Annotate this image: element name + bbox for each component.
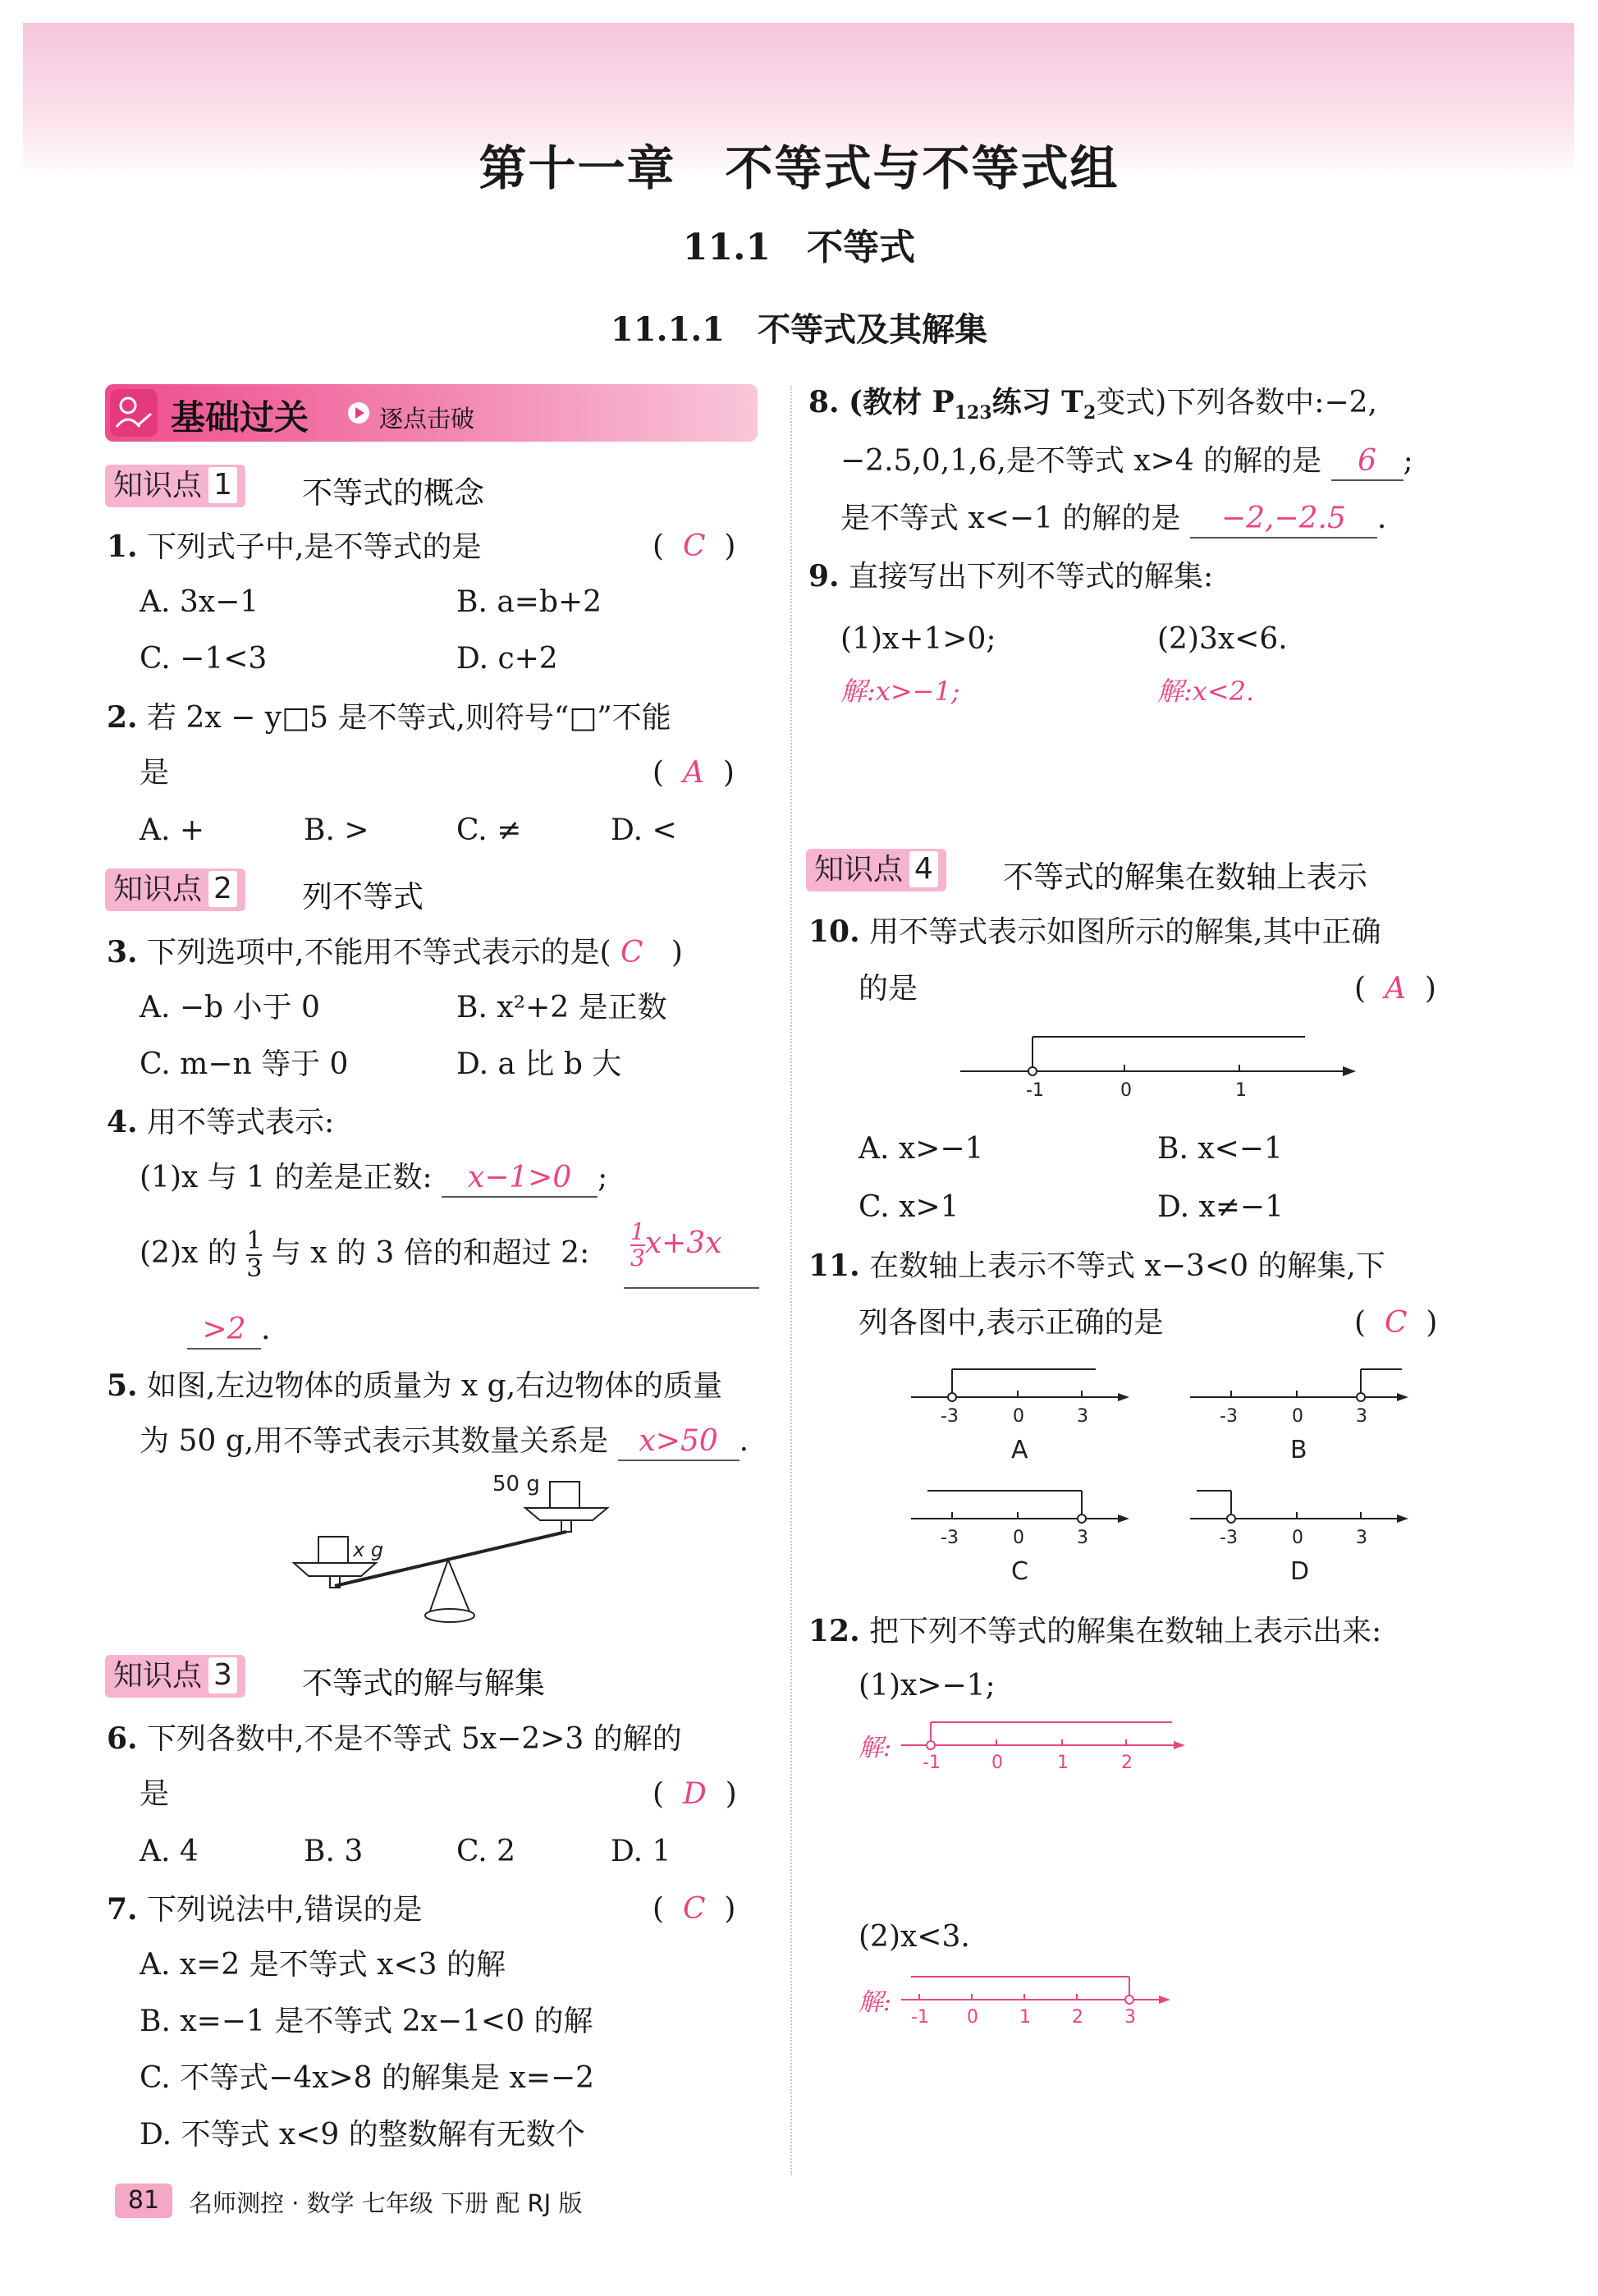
kp-title: 不等式的概念: [302, 475, 484, 511]
q4-part2-text-a: (2)x 的: [140, 1236, 237, 1270]
option: C. 不等式−4x>8 的解集是 x=−2: [140, 2061, 595, 2095]
q6-answer-letter: D: [682, 1777, 707, 1811]
kp-number: 2: [208, 871, 237, 907]
q4-part2-answer-line2: >2 .: [187, 1312, 270, 1350]
footer-text: 名师测控 · 数学 七年级 下册 配 RJ 版: [189, 2189, 583, 2217]
tick-label: 1: [1235, 1080, 1247, 1101]
kp-label: 知识点: [814, 853, 904, 887]
option: D. c+2: [456, 642, 558, 676]
q1-answer: ( C ): [652, 529, 736, 563]
option: D. a 比 b 大: [456, 1047, 622, 1081]
tick-label: 3: [1077, 1406, 1088, 1427]
q1-stem: [107, 529, 482, 566]
answer-fraction-numerator: 1: [630, 1218, 645, 1245]
figure-label: D: [1290, 1557, 1310, 1586]
q8-source: (教材 $P_{123}$练习 $T_2$: [849, 385, 1097, 424]
tick-label: -3: [941, 1528, 959, 1548]
q2-number: 2.: [107, 700, 138, 735]
q1-answer-letter: C: [682, 529, 706, 563]
subsection-title: 11.1.1 不等式及其解集: [610, 310, 988, 349]
q1-number: 1.: [107, 529, 138, 564]
balance-figure: [287, 1469, 616, 1634]
q9-text: 直接写出下列不等式的解集:: [849, 560, 1214, 593]
kp-title: 不等式的解集在数轴上表示: [1003, 859, 1367, 895]
option: D. 不等式 x<9 的整数解有无数个: [140, 2118, 585, 2152]
q8-text: 变式)下列各数中:−2,: [1096, 386, 1377, 419]
q4-stem: [107, 1104, 334, 1141]
q12-text: 把下列不等式的解集在数轴上表示出来:: [869, 1615, 1382, 1648]
page-number: 81: [115, 2184, 172, 2218]
tick-label: -3: [941, 1406, 959, 1427]
fulcrum: [428, 1560, 471, 1615]
right-mass-label: 50 g: [492, 1472, 540, 1496]
tick-label: 0: [967, 2007, 978, 2028]
q4-part2: [140, 1228, 589, 1282]
q2-answer-letter: A: [682, 756, 704, 790]
q9-answer-1: 解:x>−1;: [840, 676, 960, 707]
kp-label: 知识点: [113, 873, 203, 906]
banner-title: 基础过关: [171, 397, 309, 438]
q2-text: 若 2x − y□5 是不等式,则符号“□”不能: [147, 701, 671, 735]
option: A. −b 小于 0: [140, 991, 320, 1024]
q12-solution-label-2: 解:: [859, 1988, 892, 2017]
banner-subtitle: 逐点击破: [379, 405, 475, 433]
tick-label: 0: [1013, 1406, 1024, 1427]
q7-answer: ( C ): [652, 1892, 736, 1926]
option: B. x=−1 是不等式 2x−1<0 的解: [140, 2005, 593, 2038]
play-icon: [348, 402, 369, 424]
q12-solution-label-1: 解:: [859, 1734, 892, 1762]
q5-stem-cont: 为 50 g,用不等式表示其数量关系是 x>50 .: [140, 1423, 749, 1461]
q10-text: 用不等式表示如图所示的解集,其中正确: [869, 915, 1381, 949]
q1-text: 下列式子中,是不等式的是: [147, 530, 482, 564]
q12-number-line-2: [901, 1972, 1197, 2037]
option: D. 1: [611, 1835, 671, 1868]
q5-number: 5.: [107, 1368, 138, 1403]
q11-figure-a: [911, 1363, 1141, 1469]
tick-label: 0: [1120, 1080, 1132, 1101]
option: A. 4: [140, 1835, 199, 1868]
tick-label: 0: [1013, 1528, 1024, 1548]
q6-stem: [107, 1721, 682, 1758]
option: A. +: [140, 813, 205, 847]
figure-label: B: [1290, 1436, 1307, 1464]
q11-answer: ( C ): [1354, 1306, 1438, 1340]
q4-part2-answer2: >2: [187, 1312, 261, 1350]
q4-part2-text-b: 与 x 的 3 倍的和超过 2:: [271, 1236, 590, 1270]
tick-label: -1: [1026, 1080, 1044, 1101]
option: B. x²+2 是正数: [456, 991, 667, 1024]
q8-line2: −2.5,0,1,6,是不等式 x>4 的解的是 6 ;: [840, 443, 1413, 481]
option: A. x>−1: [859, 1132, 984, 1166]
kp-title: 不等式的解与解集: [302, 1666, 545, 1701]
option: A. x=2 是不等式 x<3 的解: [140, 1948, 506, 1982]
axis-arrow: [1343, 1066, 1356, 1076]
q11-text: 在数轴上表示不等式 x−3<0 的解集,下: [869, 1249, 1385, 1283]
option: B. x<−1: [1157, 1132, 1283, 1166]
q4-text: 用不等式表示:: [147, 1106, 335, 1139]
column-divider: [790, 386, 792, 2175]
q8-text-2: −2.5,0,1,6,是不等式 x>4 的解的是: [840, 444, 1322, 478]
q8-number: 8.: [808, 385, 840, 419]
q5-answer: x>50: [618, 1423, 739, 1461]
answer-fraction: [630, 1220, 645, 1271]
q7-stem: [107, 1891, 423, 1928]
fraction-denominator: 3: [246, 1254, 263, 1283]
kp-label: 知识点: [113, 1659, 203, 1693]
q11-figure-c: [911, 1484, 1141, 1591]
q7-text: 下列说法中,错误的是: [147, 1893, 423, 1927]
q6-number: 6.: [107, 1721, 138, 1756]
q5-text-2: 为 50 g,用不等式表示其数量关系是: [140, 1424, 609, 1458]
figure-label: A: [1011, 1436, 1028, 1464]
people-icon: [110, 389, 158, 437]
q10-answer: ( A ): [1354, 972, 1436, 1006]
left-weight: [318, 1537, 348, 1563]
q12-number: 12.: [808, 1614, 860, 1648]
open-circle: [1028, 1067, 1037, 1075]
tick-label: -1: [911, 2007, 929, 2028]
right-weight: [550, 1482, 579, 1508]
figure-label: C: [1011, 1557, 1028, 1586]
fraction: [246, 1228, 262, 1282]
q3-number: 3.: [107, 935, 138, 969]
q10-stem-cont: 的是: [859, 972, 918, 1006]
q6-stem-cont: 是: [140, 1777, 170, 1811]
q12-number-line-1: [901, 1717, 1197, 1783]
tick-label: 3: [1356, 1406, 1367, 1427]
option: C. 2: [456, 1835, 516, 1868]
tick-label: 3: [1124, 2007, 1136, 2028]
tick-label: -1: [923, 1753, 941, 1773]
chapter-title: 第十一章 不等式与不等式组: [478, 140, 1120, 196]
q4-part1: (1)x 与 1 的差是正数: x−1>0 ;: [140, 1160, 607, 1198]
option: C. x>1: [859, 1190, 959, 1224]
q3-answer-letter: C: [620, 936, 643, 969]
tick-label: -3: [1220, 1528, 1238, 1548]
q11-figure-b: [1190, 1363, 1420, 1469]
q3-text: 下列选项中,不能用不等式表示的是(: [147, 936, 611, 969]
q5-stem: [107, 1368, 722, 1405]
q10-stem: [808, 914, 1381, 951]
left-pan: [294, 1563, 376, 1576]
q11-stem: [808, 1248, 1385, 1285]
tick-label: 3: [1356, 1528, 1367, 1548]
basic-banner: [105, 384, 758, 442]
kp-title: 列不等式: [302, 879, 424, 914]
q8-stem: [808, 384, 1377, 431]
q6-answer: ( D ): [652, 1777, 737, 1811]
q8-answer-2: −2,−2.5: [1190, 501, 1377, 538]
q9-stem: [808, 558, 1213, 595]
q11-answer-letter: C: [1384, 1306, 1408, 1340]
tick-label: 2: [1072, 2007, 1083, 2028]
section-title: 11.1 不等式: [682, 227, 916, 268]
tick-label: 2: [1121, 1753, 1133, 1773]
option: C. −1<3: [140, 642, 268, 676]
kp-label: 知识点: [113, 469, 203, 502]
q9-answer-2: 解:x<2.: [1157, 676, 1255, 707]
tick-label: -3: [1220, 1406, 1238, 1427]
answer-fraction-denominator: 3: [630, 1244, 645, 1272]
q12-part2: (2)x<3.: [859, 1920, 970, 1954]
left-mass-label: x g: [353, 1538, 384, 1561]
q10-answer-letter: A: [1384, 972, 1406, 1006]
q7-answer-letter: C: [682, 1892, 706, 1926]
q12-part1: (1)x>−1;: [859, 1669, 996, 1703]
q10-number: 10.: [808, 914, 860, 949]
q2-stem-cont: 是: [140, 756, 170, 790]
q12-stem: [808, 1613, 1381, 1650]
right-pan: [525, 1508, 607, 1520]
q11-number: 11.: [808, 1249, 860, 1283]
kp-number: 3: [208, 1657, 237, 1693]
kp-number: 1: [208, 467, 237, 503]
option: B. a=b+2: [456, 585, 602, 619]
option: D. <: [611, 813, 677, 847]
q4-part1-answer: x−1>0: [442, 1160, 598, 1198]
q9-part1: (1)x+1>0;: [840, 622, 996, 656]
q8-line3: 是不等式 x<−1 的解的是 −2,−2.5 .: [840, 501, 1386, 538]
q8-answer-1: 6: [1331, 443, 1403, 481]
tick-label: 1: [1019, 2007, 1031, 2028]
q7-number: 7.: [107, 1892, 138, 1927]
kp-number: 4: [909, 851, 938, 887]
option: D. x≠−1: [1157, 1190, 1284, 1224]
q11-stem-cont: 列各图中,表示正确的是: [859, 1306, 1164, 1340]
q2-answer: ( A ): [652, 756, 735, 790]
tick-label: 0: [1292, 1528, 1303, 1548]
q4-part2-answer-rest: x+3x: [644, 1226, 722, 1260]
tick-label: 0: [991, 1753, 1003, 1773]
q8-text-3: 是不等式 x<−1 的解的是: [840, 502, 1181, 535]
q4-part1-text: (1)x 与 1 的差是正数:: [140, 1161, 433, 1194]
q11-figure-d: [1190, 1484, 1420, 1591]
q2-stem: [107, 699, 671, 736]
q3-stem: 3. 下列选项中,不能用不等式表示的是( C ): [107, 935, 683, 969]
tick-label: 1: [1057, 1753, 1069, 1773]
option: B. 3: [304, 1835, 364, 1868]
q9-number: 9.: [808, 559, 840, 593]
option: C. m−n 等于 0: [140, 1047, 349, 1081]
q4-number: 4.: [107, 1105, 138, 1139]
q10-number-line: [960, 1030, 1371, 1104]
tick-label: 3: [1077, 1528, 1088, 1548]
q4-part2-answer-line1: [624, 1220, 759, 1289]
q9-part2: (2)3x<6.: [1157, 622, 1288, 656]
tick-label: 0: [1292, 1406, 1303, 1427]
fraction-numerator: 1: [246, 1226, 263, 1255]
q6-text: 下列各数中,不是不等式 5x−2>3 的解的: [147, 1722, 682, 1756]
option: B. >: [304, 813, 369, 847]
q5-text: 如图,左边物体的质量为 x g,右边物体的质量: [147, 1369, 723, 1403]
option: C. ≠: [456, 813, 522, 847]
option: A. 3x−1: [140, 585, 259, 619]
